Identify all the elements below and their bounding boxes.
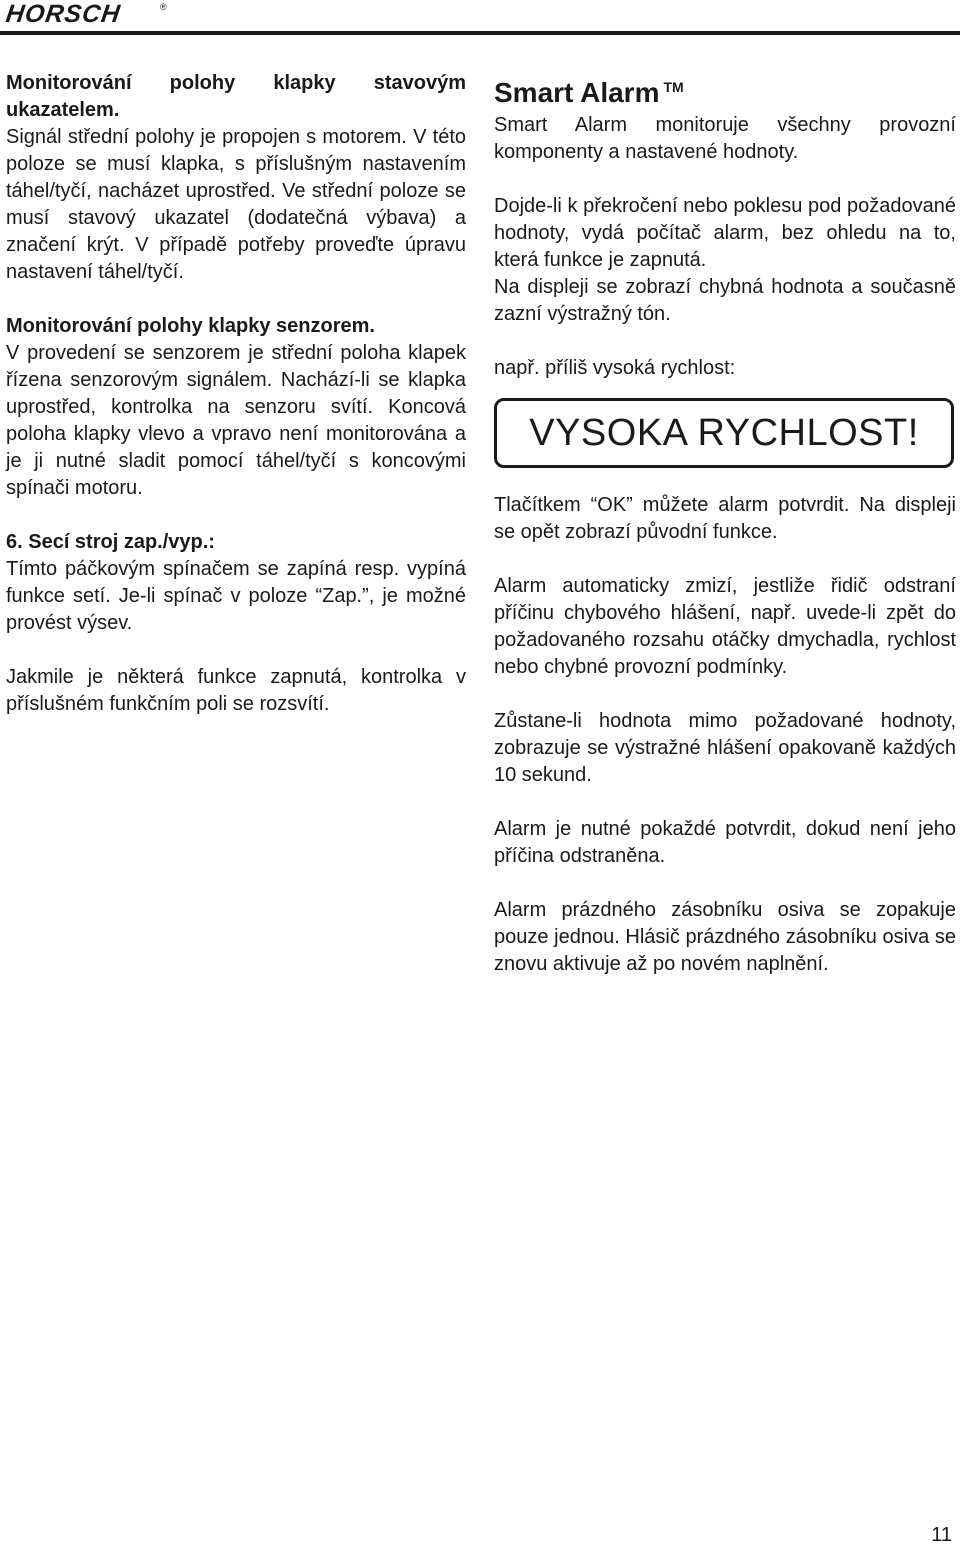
horsch-logo: HORSCH [4, 0, 123, 28]
auto-dismiss-text: Alarm automaticky zmizí, jestliže řidič odstraní příčinu chybového hlášení, např. uvede-li zpět do požadovaného rozsahu otáčky dmychadla, rychlost nebo chybné provozní podmínky. [494, 575, 956, 678]
section-text-indicator-light: Jakmile je některá funkce zapnutá, kontrolka v příslušném funkčním poli se rozsvítí. [6, 666, 466, 715]
smart-alarm-intro: Smart Alarm monitoruje všechny provozní komponenty a nastavené hodnoty. [494, 114, 956, 163]
right-column [494, 70, 956, 978]
page-number: 11 [931, 1524, 952, 1546]
page-header [0, 0, 960, 44]
section-text-sensor: V provedení se senzorem je střední poloha klapek řízena senzorovým signálem. Nachází-li se klapka uprostřed, kontrolka na senzoru svítí. Koncová poloha klapky vlevo a vpravo není monitorována a je ji nutné sladit pomocí táhel/tyčí s koncovými spínači motoru. [6, 342, 466, 499]
section-title-seeder-switch: 6. Secí stroj zap./vyp.: [6, 531, 215, 553]
smart-alarm-heading: Smart Alarm ™ [494, 77, 684, 108]
trademark-mark: TM [663, 79, 684, 95]
example-label: např. příliš vysoká rychlost: [494, 357, 736, 379]
repeat-warning-text: Zůstane-li hodnota mimo požadované hodnoty, zobrazuje se výstražné hlášení opakovaně každých 10 sekund. [494, 710, 956, 786]
section-text-seeder-switch: Tímto páčkovým spínačem se zapíná resp. vypíná funkce setí. Je-li spínač v poloze “Zap.”, je možné provést výsev. [6, 558, 466, 634]
confirm-required-text: Alarm je nutné pokaždé potvrdit, dokud není jeho příčina odstraněna. [494, 818, 956, 867]
section-title-sensor: Monitorování polohy klapky senzorem. [6, 315, 375, 337]
header-rule [0, 31, 960, 35]
alarm-display-box: VYSOKA RYCHLOST! [494, 398, 954, 468]
section-text-indicator: Signál střední polohy je propojen s motorem. V této poloze se musí klapka, s příslušným nastavením táhel/tyčí, nacházet uprostřed. Ve střední poloze se musí stavový ukazatel (dodatečná výbava) a značení krýt. V případě potřeby proveďte úpravu nastavení táhel/tyčí. [6, 126, 466, 283]
section-title-indicator: Monitorování polohy klapky stavovým ukazatelem. [6, 72, 466, 121]
ok-confirm-text: Tlačítkem “OK” můžete alarm potvrdit. Na displeji se opět zobrazí původní funkce. [494, 494, 956, 543]
seed-hopper-alarm-text: Alarm prázdného zásobníku osiva se zopakuje pouze jednou. Hlásič prázdného zásobníku osiva se znovu aktivuje až po novém naplnění. [494, 899, 956, 975]
alarm-display-text: Na displeji se zobrazí chybná hodnota a současně zazní výstražný tón. [494, 276, 956, 325]
alarm-trigger-text: Dojde-li k překročení nebo poklesu pod požadované hodnoty, vydá počítač alarm, bez ohledu na to, která funkce je zapnutá. [494, 195, 956, 271]
registered-mark: ® [160, 2, 167, 12]
left-column [6, 70, 466, 718]
